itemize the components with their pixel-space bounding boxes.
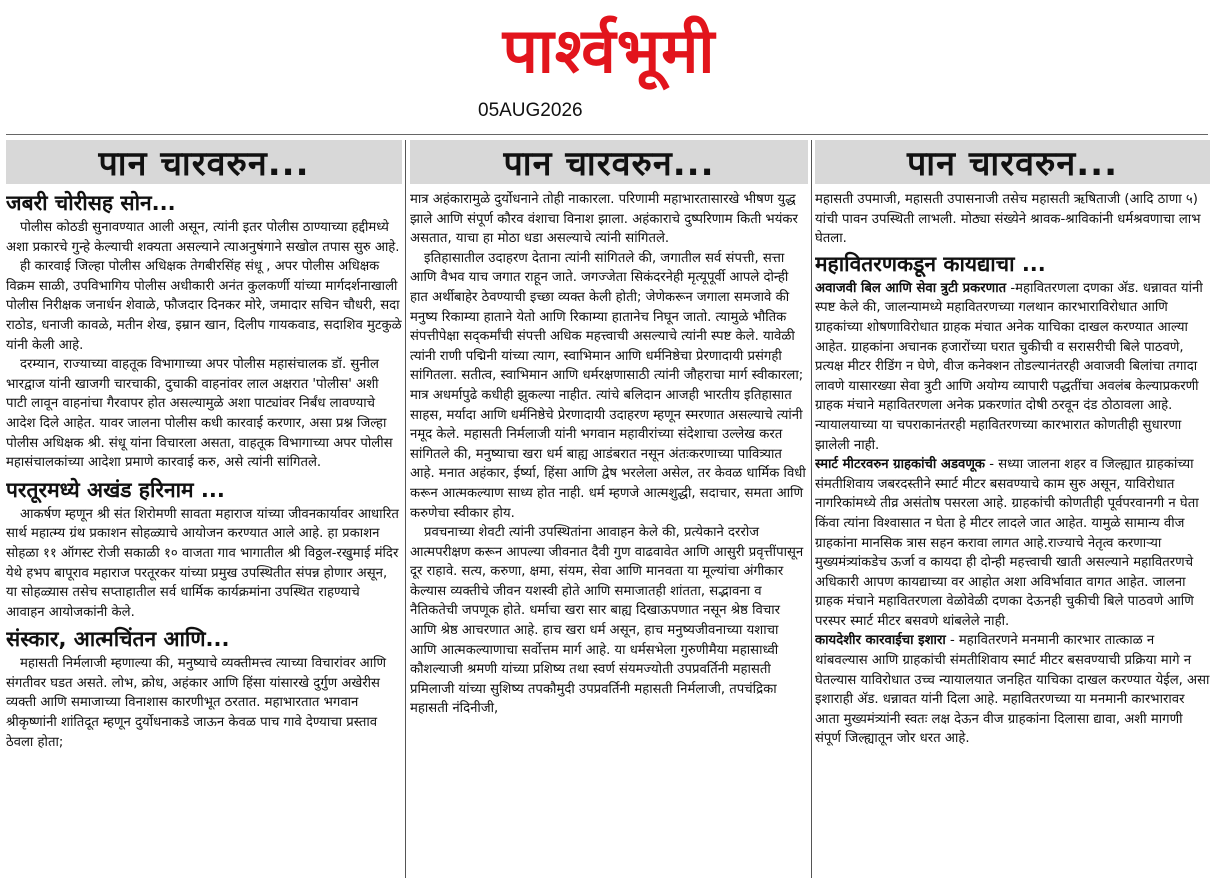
edition-date: 05AUG2026	[478, 100, 583, 121]
subheading: स्मार्ट मीटरवरुन ग्राहकांची अडवणूक	[815, 457, 986, 473]
column-1	[6, 140, 402, 880]
paragraph	[815, 455, 1210, 631]
paragraph	[815, 279, 1210, 455]
article-heading: परतूरमध्ये अखंड हरिनाम ...	[6, 477, 225, 502]
paragraph: दरम्यान, राज्याच्या वाहतूक विभागाच्या अपर पोलीस महासंचालक डॉ. सुनील भारद्वाज यांनी खाजगी चारचाकी, दुचाकी वाहनांवर लाल अक्षरात 'पोलीस' अशी पाटी लावून वाहनांचा गैरवापर होत असल्यामुळे अशा पाट्यांवर निर्बंध लावण्याचे आदेश दिले आहेत. यावर जालना पोलीस कधी कारवाई करणार, असा प्रश्न जिल्हा पोलीस अधिक्षक श्री. संधू यांना विचारला असता, वाहतूक विभागाच्या अपर पोलीस महासंचालकांच्या आदेशा प्रमाणे कारवाई करु, असे त्यांनी सांगितले.	[6, 357, 393, 471]
continued-banner: पान चारवरुन...	[815, 140, 1210, 184]
article-heading: संस्कार, आत्मचिंतन आणि...	[6, 627, 230, 652]
header-divider	[6, 134, 1208, 135]
article-body	[815, 190, 1210, 249]
paragraph	[815, 631, 1210, 749]
paragraph-text: - महावितरणने मनमानी कारभार तात्काळ न थांबवल्यास आणि ग्राहकांची संमतीशिवाय स्मार्ट मीटर बसवण्याची प्रक्रिया मागे न घेतल्यास याविरोधात उच्च न्यायालयात जनहित याचिका दाखल करण्यात येईल, असा इशाराही ॲड. धन्नावत यांनी दिला आहे. महावितरणच्या या मनमानी कारभारावर आता मुख्यमंत्र्यांनी स्वतः लक्ष देऊन वीज ग्राहकांना दिलासा द्यावा, अशी मागणी संपूर्ण जिल्ह्यातून जोर धरत आहे.	[815, 633, 1210, 747]
article-body	[815, 279, 1210, 749]
paragraph: महासती निर्मलाजी म्हणाल्या की, मनुष्याचे व्यक्तीमत्त्व त्याच्या विचारांवर आणि संगतीवर घडत असते. लोभ, क्रोध, अहंकार आणि हिंसा यांसारखे दुर्गुण अखेरीस व्यक्ती आणि समाजाच्या विनाशास कारणीभूत ठरतात. महाभारतात भगवान श्रीकृष्णांनी शांतिदूत म्हणून दुर्योधनाकडे जाऊन केवळ पाच गावे देण्याचा प्रस्ताव ठेवला होता;	[6, 656, 387, 750]
paragraph: इतिहासातील उदाहरण देताना त्यांनी सांगितले की, जगातील सर्व संपत्ती, सत्ता आणि वैभव याच जगात राहून जाते. जगज्जेता सिकंदरनेही मृत्यूपूर्वी आपले दोन्ही हात अर्थीबाहेर ठेवण्याची इच्छा व्यक्त केली होती; जेणेकरून जगाला समजावे की मनुष्य रिकाम्या हाताने येतो आणि रिकाम्या हातानेच निघून जातो. त्यामुळे भौतिक संपत्तीपेक्षा सद्कर्मांची संपत्ती अधिक महत्त्वाची असल्याचे त्यांनी स्पष्ट केले. यावेळी त्यांनी राणी पद्मिनी यांच्या त्याग, स्वाभिमान आणि धर्मनिष्ठेचा प्रेरणादायी प्रसंगही सांगितला. सतीत्व, स्वाभिमान आणि धर्मरक्षणासाठी त्यांनी जौहराचा मार्ग स्वीकारला; मात्र अधर्मापुढे कधीही झुकल्या नाहीत. त्यांचे बलिदान आजही भारतीय इतिहासात साहस, मर्यादा आणि धर्मनिष्ठेचे प्रेरणादायी उदाहरण म्हणून स्मरणात असल्याचे त्यांनी नमूद केले. महासती निर्मलाजी यांनी भगवान महावीरांच्या संदेशाचा उल्लेख करत सांगितले की, मनुष्याचा खरा धर्म बाह्य आडंबरात नसून अंतःकरणाच्या पावित्र्यात आहे. मनात अहंकार, ईर्ष्या, हिंसा आणि द्वेष भरलेला असेल, तर केवळ धार्मिक विधी करून आत्मकल्याण साध्य होत नाही. धर्म म्हणजे आत्मशुद्धी, सदाचार, समता आणि करुणेचा स्वीकार होय.	[410, 250, 806, 521]
continued-banner: पान चारवरुन...	[6, 140, 402, 184]
paragraph: आकर्षण म्हणून श्री संत शिरोमणी सावता महाराज यांच्या जीवनकार्यावर आधारित सार्थ महात्म्य ग्रंथ प्रकाशन सोहळ्याचे आयोजन करण्यात आले आहे. हा प्रकाशन सोहळा ११ ऑगस्ट रोजी सकाळी १० वाजता गाव भागातील श्री विठ्ठल-रखुमाई मंदिर येथे हभप बापूराव महाराज परतूरकर यांच्या प्रमुख उपस्थितीत संपन्न होणार असून, या सोहळ्यास तसेच सप्ताहातील सर्व धार्मिक कार्यक्रमांना उपस्थित राहण्याचे आवाहन आयोजकांनी केले.	[6, 506, 399, 620]
column-divider	[811, 140, 812, 878]
subheading: अवाजवी बिल आणि सेवा त्रुटी प्रकरणात	[815, 280, 1007, 296]
column-2	[410, 140, 808, 880]
article-body	[6, 218, 402, 473]
article-body	[6, 505, 402, 623]
subheading: कायदेशीर कारवाईचा इशारा	[815, 633, 946, 649]
column-3	[815, 140, 1210, 880]
paragraph: महासती उपमाजी, महासती उपासनाजी तसेच महासती ऋषिताजी (आदि ठाणा ५) यांची पावन उपस्थिती लाभली. मोठ्या संख्येने श्रावक-श्राविकांनी धर्मश्रवणाचा लाभ घेतला.	[815, 192, 1201, 247]
paragraph: ही कारवाई जिल्हा पोलीस अधिक्षक तेगबीरसिंह संधू , अपर पोलीस अधिक्षक विक्रम साळी, उपविभागिय पोलीस अधीकारी अनंत कुलकर्णी यांच्या मार्गदर्शनाखाली पोलीस निरीक्षक जनार्धन शेवाळे, फौजदार दिनकर मोरे, जमादार सचिन चौधरी, सदा राठोड, धनाजी कावळे, मतीन शेख, इम्रान खान, दिलीप गायकवाड, सदाशिव मुटकुळे यांनी केली आहे.	[6, 259, 402, 353]
paragraph-text: -महावितरणला दणका ॲड. धन्नावत यांनी स्पष्ट केले की, जालन्यामध्ये महावितरणच्या गलथान कारभाराविरोधात आणि ग्राहकांच्या शोषणाविरोधात ग्राहक मंचात अनेक याचिका दाखल करण्यात आल्या आहेत. ग्राहकांना अचानक हजारोंच्या घरात चुकीची व सरासरीची बिले पाठवणे, प्रत्यक्ष मीटर रीडिंग न घेणे, वीज कनेक्शन तोडल्यानंतरही अवाजवी बिलांचा तगादा लावणे यासारख्या सेवा त्रुटी आणि अयोग्य व्यापारी पद्धतींचा अवलंब केल्याप्रकरणी ग्राहक मंचाने महावितरणला अनेक प्रकरणांत दोषी ठरवून दंड ठोठावला आहे. न्यायालयाच्या या चपराकानंतरही महावितरणच्या कारभारात कोणतीही सुधारणा झालेली नाही.	[815, 280, 1203, 453]
masthead	[0, 0, 1214, 132]
column-divider	[405, 140, 406, 878]
article-body	[6, 654, 402, 752]
article-body	[410, 190, 808, 719]
paragraph: मात्र अहंकारामुळे दुर्योधनाने तोही नाकारला. परिणामी महाभारतासारखे भीषण युद्ध झाले आणि संपूर्ण कौरव वंशाचा विनाश झाला. अहंकाराचे दुष्परिणाम किती भयंकर असतात, याचा हा मोठा धडा असल्याचे त्यांनी सांगितले.	[410, 192, 798, 247]
paragraph: पोलीस कोठडी सुनावण्यात आली असून, त्यांनी इतर पोलीस ठाण्याच्या हद्दीमध्ये अशा प्रकारचे गुन्हे केल्याची शक्यता असल्याने त्याअनुषंगाने सखोल तपास सुरु आहे.	[6, 220, 400, 255]
article-heading: जबरी चोरीसह सोन...	[6, 191, 176, 215]
continued-banner: पान चारवरुन...	[410, 140, 808, 184]
paragraph: प्रवचनाच्या शेवटी त्यांनी उपस्थितांना आवाहन केले की, प्रत्येकाने दररोज आत्मपरीक्षण करून आपल्या जीवनात दैवी गुण वाढवावेत आणि आसुरी प्रवृत्तींपासून दूर राहावे. सत्य, करुणा, क्षमा, संयम, सेवा आणि मानवता या मूल्यांचा अंगीकार केल्यास व्यक्तीचे जीवन यशस्वी होते आणि समाजातही शांतता, सद्भावना व नैतिकतेची जपणूक होते. धर्माचा खरा सार बाह्य दिखाऊपणात नसून श्रेष्ठ विचार आणि श्रेष्ठ आचरणात आहे. हाच खरा धर्म असून, हाच मनुष्यजीवनाच्या यशाचा आणि आत्मकल्याणाचा सर्वोत्तम मार्ग आहे. या धर्मसभेला गुरुणीमैया महासाध्वी कौशल्याजी श्रमणी यांच्या प्रशिष्य तथा स्वर्ण संयमज्योती उपप्रवर्तिनी महासती प्रमिलाजी यांच्या सुशिष्य तपकौमुदी उपप्रवर्तिनी महासती निर्मलाजी, तपचंद्रिका महासती नंदिनीजी,	[410, 525, 804, 717]
newspaper-logo: पार्श्वभूमी	[502, 14, 716, 87]
article-heading: महावितरणकडून कायद्याचा ...	[815, 251, 1046, 276]
paragraph-text: - सध्या जालना शहर व जिल्ह्यात ग्राहकांच्या संमतीशिवाय जबरदस्तीने स्मार्ट मीटर बसवण्याचे काम सुरु असून, याविरोधात नागरिकांमध्ये तीव्र असंतोष पसरला आहे. ग्राहकांची कोणतीही पूर्वपरवानगी न घेता किंवा त्यांना विश्वासात न घेता हे मीटर लादले जात आहेत. यामुळे सामान्य वीज ग्राहकांना मानसिक त्रास सहन करावा लागत आहे.राज्याचे नेतृत्व करणाऱ्या मुख्यमंत्र्यांकडेच ऊर्जा व कायदा ही दोन्ही महत्त्वाची खाती असल्याने महावितरणचे अधिकारी आपण कायद्याच्या वर आहोत अशा अविर्भावात वागत आहेत. जालना ग्राहक मंचाने महावितरणला वेळोवेळी दणका देऊनही चुकीची बिले पाठवणे आणि परस्पर स्मार्ट मीटर बसवणे थांबलेले नाही.	[815, 457, 1199, 629]
